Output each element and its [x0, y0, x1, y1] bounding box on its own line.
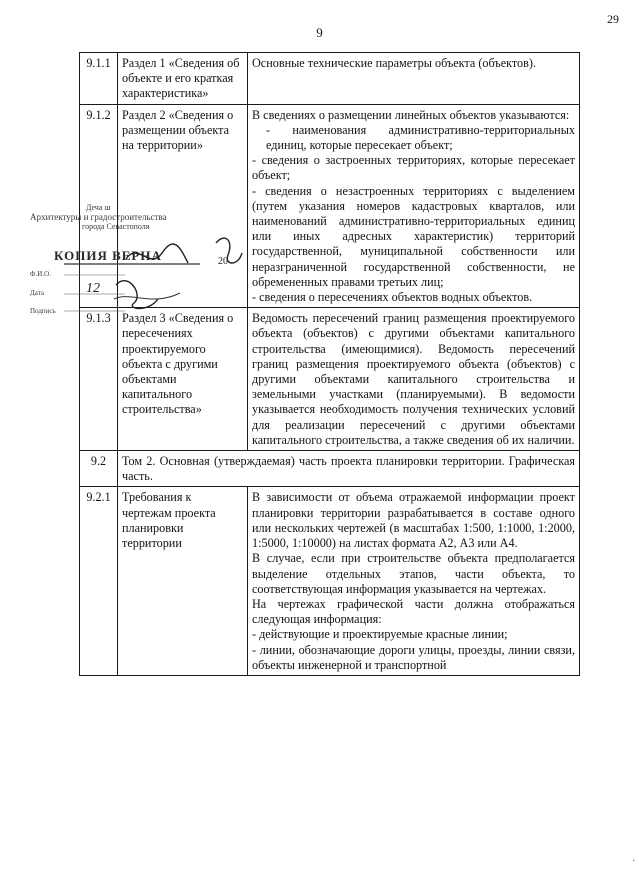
description-paragraph: Ведомость пересечений границ размещения проектируемого объекта (объектов) с другими объектами капитального строительства (имеющимися). Ведомость пересечений границ размещения проектируемого объекта (объектов) с другими объектами капитального строительства и земельными участками (планируемыми). В ведомости указывается необходимость получения технических условий для реализации пересечений с другими объектами капитального строительства, а также сведения об их наличии.: [252, 311, 575, 447]
requirements-table: [79, 52, 580, 676]
row-number: 9.1.2: [80, 104, 118, 308]
row-title: Раздел 2 «Сведения о размещении объекта на территории»: [118, 104, 248, 308]
stamp-year-value: 20: [218, 256, 228, 267]
row-title: Требования к чертежам проекта планировки территории: [118, 487, 248, 675]
description-paragraph: - сведения о незастроенных территориях с выделением (путем указания номеров кадастровых кварталов, или наименований административно-территориальных единиц или иных адресных характеристик) территорий государственной, муниципальной собственности или неразграниченной государственной собственности, не обремененных правами третьих лиц;: [252, 183, 575, 289]
row-title: Раздел 1 «Сведения об объекте и его краткая характеристика»: [118, 53, 248, 105]
description-paragraph: - сведения о пересечениях объектов водных объектов.: [252, 290, 533, 305]
stamp-signature-label: Подпись: [30, 307, 56, 315]
row-description: [248, 308, 580, 451]
row-title: Раздел 3 «Сведения о пересечениях проектируемого объекта с другими объектами капитального строительства»: [118, 308, 248, 451]
table-row: [80, 451, 580, 487]
description-paragraph: В сведениях о размещении линейных объектов указываются:: [252, 107, 570, 122]
table-row: [80, 487, 580, 675]
stamp-line: Деча ш: [86, 203, 111, 212]
page-number: 9: [316, 25, 323, 40]
table-row: [80, 308, 580, 451]
stamp-date-label: Дата: [30, 289, 44, 297]
stamp-line: Архитектуры и градостроительства: [30, 212, 167, 222]
stamp-copy-text: КОПИЯ ВЕРНА: [54, 248, 162, 263]
row-description: [248, 104, 580, 308]
row-number: 9.1.3: [80, 308, 118, 451]
description-paragraph: - действующие и проектируемые красные линии;: [252, 627, 508, 642]
description-paragraph: В зависимости от объема отражаемой информации проект планировки территории разрабатывается в составе одного или нескольких чертежей (в масштабах 1:500, 1:1000, 1:2000, 1:5000, 1:10000) на листах формата А2, А3 или А4.: [252, 490, 575, 551]
row-description: [248, 53, 580, 105]
description-paragraph: - сведения о застроенных территориях, которые пересекает объект;: [252, 153, 575, 183]
edge-mark: .: [632, 853, 635, 864]
corner-page-number: 29: [607, 12, 619, 26]
stamp-date-value: 12: [86, 281, 100, 296]
description-paragraph: В случае, если при строительстве объекта предполагается выделение отдельных этапов, части объекта, то соответствующая информация указывается на чертежах.: [252, 551, 575, 596]
row-number: 9.2: [80, 451, 118, 487]
description-paragraph: На чертежах графической части должна отображаться следующая информация:: [252, 596, 575, 627]
row-number: 9.2.1: [80, 487, 118, 675]
stamp-fio-label: Ф.И.О.: [30, 270, 51, 278]
row-number: 9.1.1: [80, 53, 118, 105]
row-description: [248, 487, 580, 675]
table-row: [80, 53, 580, 105]
section-heading: Том 2. Основная (утверждаемая) часть проекта планировки территории. Графическая часть.: [118, 451, 580, 487]
description-paragraph: Основные технические параметры объекта (объектов).: [252, 56, 537, 70]
stamp-line: города Севастополя: [82, 222, 150, 231]
description-paragraph: - наименования административно-территориальных единиц, которые пересекает объект;: [266, 122, 575, 153]
description-paragraph: - линии, обозначающие дороги улицы, проезды, линии связи, объекты инженерной и транспортной: [252, 642, 575, 672]
table-row: [80, 104, 580, 308]
